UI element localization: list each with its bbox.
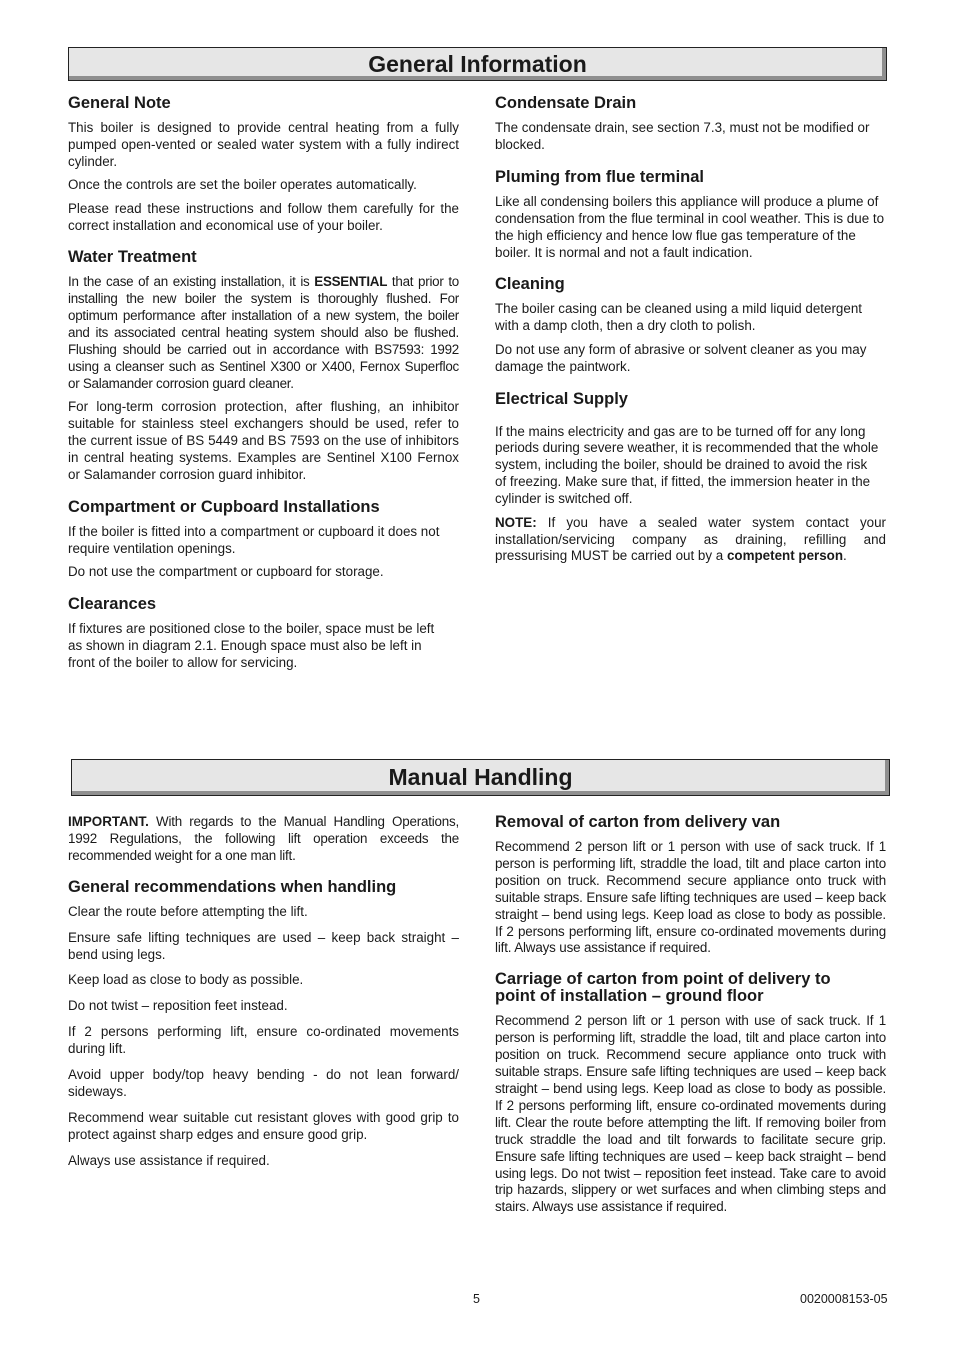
condensate-p1: The condensate drain, see section 7.3, must not be modified or blocked. <box>495 120 870 152</box>
manual-handling-banner <box>71 759 890 796</box>
note-text: If you have a sealed water system contact your installation/servicing company as draining, refilling and pressurising MUST be carried out by a <box>495 514 886 564</box>
electrical-heading: Electrical Supply <box>495 389 628 408</box>
general-note-heading: General Note <box>68 94 171 112</box>
compartment-heading: Compartment or Cupboard Installations <box>68 497 380 516</box>
clearances-section <box>68 595 459 672</box>
water-treatment-section <box>68 248 459 483</box>
cleaning-section <box>495 275 886 375</box>
competent-person-emphasis: competent person <box>726 548 844 564</box>
clearances-p1: If fixtures are positioned close to the boiler, space must be left as shown in diagram 2.1. Enough space must also be left in front of the boiler to allow for servicing. <box>68 621 435 670</box>
rec-item: If 2 persons performing lift, ensure co-ordinated movements during lift. <box>68 1024 459 1057</box>
rec-item: Do not twist – reposition feet instead. <box>68 998 288 1014</box>
carriage-p1: Recommend 2 person lift or 1 person with use of sack truck. If 1 person is performing lift, straddle the load, tilt and place carton into position on truck. Recommend secure appliance onto truck with suitable straps. Ensure safe lifting techniques are used – keep back straight – bend using legs. Keep load as close to body as possible. If 2 persons performing lift, ensure co-ordinated movements during lift. Clear the route before attempting the lift. If removing boiler from truck straddle the load and tilt forwards to facilitate secure grip. Ensure safe lifting techniques are used – keep back straight – bend using legs. Do not twist – reposition feet instead. Take care to avoid trip hazards, slippery or wet surfaces and when climbing steps and stairs. Always use assistance if required. <box>495 1013 886 1215</box>
pluming-p1: Like all condensing boilers this appliance will produce a plume of condensation from the flue terminal in cool weather. This is due to the high efficiency and hence low flue gas temperature of the boiler. It is normal and not a fault indication. <box>495 193 885 260</box>
cleaning-p1: The boiler casing can be cleaned using a mild liquid detergent with a damp cloth, then a dry cloth to polish. <box>495 301 862 334</box>
cleaning-heading: Cleaning <box>495 275 565 294</box>
compartment-section <box>68 498 459 581</box>
general-info-left-column <box>68 94 459 686</box>
general-information-banner <box>68 47 887 81</box>
important-text: With regards to the Manual Handling Operations, 1992 Regulations, the following lift operation exceeds the recommended weight for a one man lift. <box>68 814 459 863</box>
general-note-p1: This boiler is designed to provide central heating from a fully pumped open-vented or sealed water system with a fully indirect cylinder. <box>68 120 459 169</box>
important-note <box>68 814 459 865</box>
manual-handling-title: Manual Handling <box>388 764 573 790</box>
pluming-heading: Pluming from flue terminal <box>495 167 705 186</box>
clearances-heading: Clearances <box>68 595 157 614</box>
carriage-heading: Carriage of carton from point of delivery to point of installation – ground floor <box>495 970 831 1006</box>
general-information-title: General Information <box>368 51 587 77</box>
water-treatment-heading: Water Treatment <box>68 248 197 267</box>
water-treatment-p1-post: that prior to installing the new boiler the system is thoroughly flushed. For optimum performance after installation of a new system, the boiler and its associated central heating system should also be flushed. Flushing should be carried out in accordance with BS7593: 1992 using a cleanser such as Sentinel X300 or X400, Fernox Superfloc or Salamander corrosion guard cleaner. <box>68 274 460 391</box>
electrical-p1: If the mains electricity and gas are to be turned off for any long periods during severe weather, it is recommended that the whole system, including the boiler, should be drained to avoid the risk of freezing. Make sure that, if fitted, the immersion heater in the cylinder is switched off. <box>495 423 879 507</box>
pluming-section <box>495 168 886 262</box>
electrical-note <box>495 515 886 566</box>
general-note-p3: Please read these instructions and follow them carefully for the correct installation and economical use of your boiler. <box>68 200 459 233</box>
essential-emphasis: ESSENTIAL <box>314 274 388 290</box>
manual-handling-left-column <box>68 814 459 1176</box>
removal-heading: Removal of carton from delivery van <box>495 813 781 831</box>
important-label: IMPORTANT. <box>68 814 149 829</box>
compartment-p2: Do not use the compartment or cupboard for storage. <box>68 564 384 580</box>
water-treatment-p2: For long-term corrosion protection, after flushing, an inhibitor suitable for stainless steel exchangers should be used, refer to the current issue of BS 5449 and BS 7593 on the use of inhibitors in central heating systems. Examples are Sentinel X100 Fernox or Salamander corrosion guard inhibitor. <box>68 399 459 482</box>
compartment-p1: If the boiler is fitted into a compartment or cupboard it does not require ventilation openings. <box>68 523 440 556</box>
electrical-section <box>495 390 886 566</box>
general-info-right-column <box>495 94 886 579</box>
condensate-heading: Condensate Drain <box>495 94 637 112</box>
water-treatment-p1-pre: In the case of an existing installation, it is <box>68 274 315 290</box>
rec-item: Avoid upper body/top heavy bending - do not lean forward/ sideways. <box>68 1067 459 1099</box>
cleaning-p2: Do not use any form of abrasive or solvent cleaner as you may damage the paintwork. <box>495 341 867 374</box>
carriage-section <box>495 971 886 1216</box>
general-note-p2: Once the controls are set the boiler operates automatically. <box>68 177 417 193</box>
removal-section <box>495 813 886 957</box>
rec-item: Clear the route before attempting the lift. <box>68 903 308 919</box>
water-treatment-p1 <box>68 274 459 392</box>
page-number: 5 <box>473 1292 480 1306</box>
rec-item: Recommend wear suitable cut resistant gloves with good grip to protect against sharp edges and ensure good grip. <box>68 1109 459 1142</box>
rec-item: Ensure safe lifting techniques are used – keep back straight – bend using legs. <box>68 929 459 962</box>
rec-item: Always use assistance if required. <box>68 1152 270 1168</box>
manual-handling-right-column <box>495 813 886 1230</box>
removal-p1: Recommend 2 person lift or 1 person with use of sack truck. If 1 person is performing lift, straddle the load, tilt and place carton into position on truck. Recommend secure appliance onto truck with suitable straps. Ensure safe lifting techniques are used – keep back straight – bend using legs. Keep load as close to body as possible. If 2 persons performing lift, ensure co-ordinated movements during lift. Always use assistance if required. <box>495 839 886 956</box>
general-note-section <box>68 94 459 234</box>
rec-item: Keep load as close to body as possible. <box>68 972 304 988</box>
condensate-section <box>495 94 886 154</box>
note-end: . <box>843 548 847 564</box>
note-label: NOTE: <box>495 514 537 530</box>
general-rec-heading: General recommendations when handling <box>68 877 397 896</box>
document-code: 0020008153-05 <box>800 1292 888 1306</box>
